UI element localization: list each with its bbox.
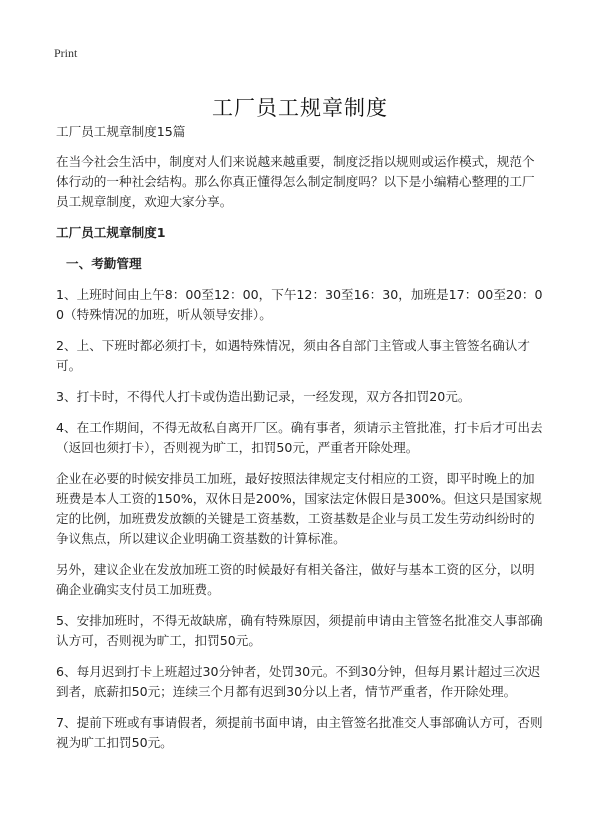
document-subtitle: 工厂员工规章制度15篇 [56, 124, 186, 139]
section-heading: 工厂员工规章制度1 [56, 225, 166, 240]
rule-paragraph: 4、在工作期间，不得无故私自离开厂区。确有事者，须请示主管批准，打卡后才可出去（返回也须打卡），否则视为旷工，扣罚50元，严重者开除处理。 [56, 420, 543, 455]
rule-paragraph: 5、安排加班时，不得无故缺席，确有特殊原因，须提前申请由主管签名批准交人事部确认方可，否则视为旷工，扣罚50元。 [56, 613, 543, 648]
intro-paragraph: 在当今社会生活中，制度对人们来说越来越重要，制度泛指以规则或运作模式，规范个体行动的一种社会结构。那么你真正懂得怎么制定制度吗？以下是小编精心整理的工厂员工规章制度，欢迎大家分享。 [56, 154, 535, 209]
document-body [56, 122, 546, 764]
note-paragraph: 另外，建议企业在发放加班工资的时候最好有相关备注，做好与基本工资的区分，以明确企业确实支付员工加班费。 [56, 562, 535, 597]
subsection-heading: 一、考勤管理 [66, 256, 142, 271]
note-paragraph: 企业在必要的时候安排员工加班，最好按照法律规定支付相应的工资，即平时晚上的加班费是本人工资的150%，双休日是200%，国家法定休假日是300%。但这只是国家规定的比例，加班费发放额的关键是工资基数，工资基数是企业与员工发生劳动纠纷时的争议焦点，所以建议企业明确工资基数的计算标准。 [56, 471, 542, 546]
rule-paragraph: 3、打卡时，不得代人打卡或伪造出勤记录，一经发现，双方各扣罚20元。 [56, 389, 471, 404]
print-link[interactable]: Print [54, 46, 78, 60]
page-title: 工厂员工规章制度 [212, 96, 388, 121]
rule-paragraph: 1、上班时间由上午8：00至12：00，下午12：30至16：30，加班是17：00至20：00（特殊情况的加班，听从领导安排）。 [56, 287, 543, 322]
rule-paragraph: 6、每月迟到打卡上班超过30分钟者，处罚30元。不到30分钟，但每月累计超过三次迟到者，底薪扣50元；连续三个月都有迟到30分以上者，情节严重者，作开除处理。 [56, 664, 541, 699]
rule-paragraph: 2、上、下班时都必须打卡，如遇特殊情况，须由各自部门主管或人事主管签名确认才可。 [56, 338, 530, 373]
rule-paragraph: 7、提前下班或有事请假者，须提前书面申请，由主管签名批准交人事部确认方可，否则视为旷工扣罚50元。 [56, 715, 543, 750]
